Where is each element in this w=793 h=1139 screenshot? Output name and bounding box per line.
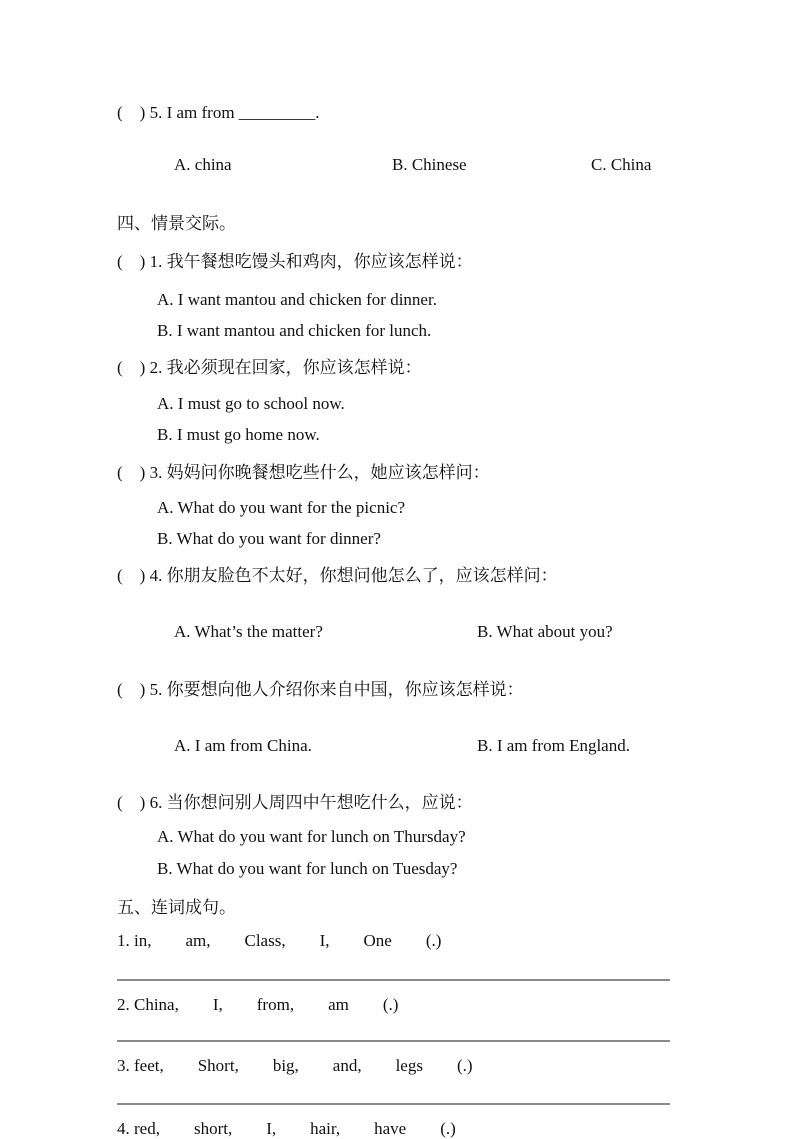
q4-6-prompt: ( ) 6. 当你想问别人周四中午想吃什么，应说： [117,793,473,812]
scramble-item-3: 3. feet, Short, big, and, legs (.) [117,1056,473,1075]
q4-6-option-a: A. What do you want for lunch on Thursday? [157,827,466,846]
q4-5-prompt: ( ) 5. 你要想向他人介绍你来自中国，你应该怎样说： [117,680,524,699]
mc-question-5-options [117,135,676,195]
answer-line-3 [117,1103,670,1105]
q4-4-prompt: ( ) 4. 你朋友脸色不太好，你想问他怎么了，应该怎样问： [117,566,558,585]
scramble-item-4: 4. red, short, I, hair, have (.) [117,1119,456,1138]
q4-5-options [117,716,676,776]
option-c: C. China [591,155,652,174]
mc-question-5: ( ) 5. I am from _________. [117,103,320,122]
q4-2-option-b: B. I must go home now. [157,425,320,444]
q4-1-option-a: A. I want mantou and chicken for dinner. [157,290,437,309]
section-5-heading: 五、连词成句。 [117,898,236,917]
q4-2-option-a: A. I must go to school now. [157,394,345,413]
scramble-item-2: 2. China, I, from, am (.) [117,995,399,1014]
answer-line-1 [117,979,670,981]
option-b: B. Chinese [392,155,467,174]
scramble-item-1: 1. in, am, Class, I, One (.) [117,931,442,950]
section-4-heading: 四、情景交际。 [117,214,236,233]
option-a: A. china [174,155,232,174]
q4-3-option-b: B. What do you want for dinner? [157,529,381,548]
option-b: B. What about you? [477,622,613,641]
option-a: A. I am from China. [174,736,312,755]
q4-3-option-a: A. What do you want for the picnic? [157,498,406,517]
q4-1-prompt: ( ) 1. 我午餐想吃馒头和鸡肉，你应该怎样说： [117,252,473,271]
q4-4-options [117,602,676,662]
option-b: B. I am from England. [477,736,630,755]
q4-6-option-b: B. What do you want for lunch on Tuesday? [157,859,458,878]
q4-3-prompt: ( ) 3. 妈妈问你晚餐想吃些什么，她应该怎样问： [117,463,490,482]
q4-1-option-b: B. I want mantou and chicken for lunch. [157,321,432,340]
answer-line-2 [117,1040,670,1042]
option-a: A. What’s the matter? [174,622,323,641]
q4-2-prompt: ( ) 2. 我必须现在回家，你应该怎样说： [117,358,422,377]
